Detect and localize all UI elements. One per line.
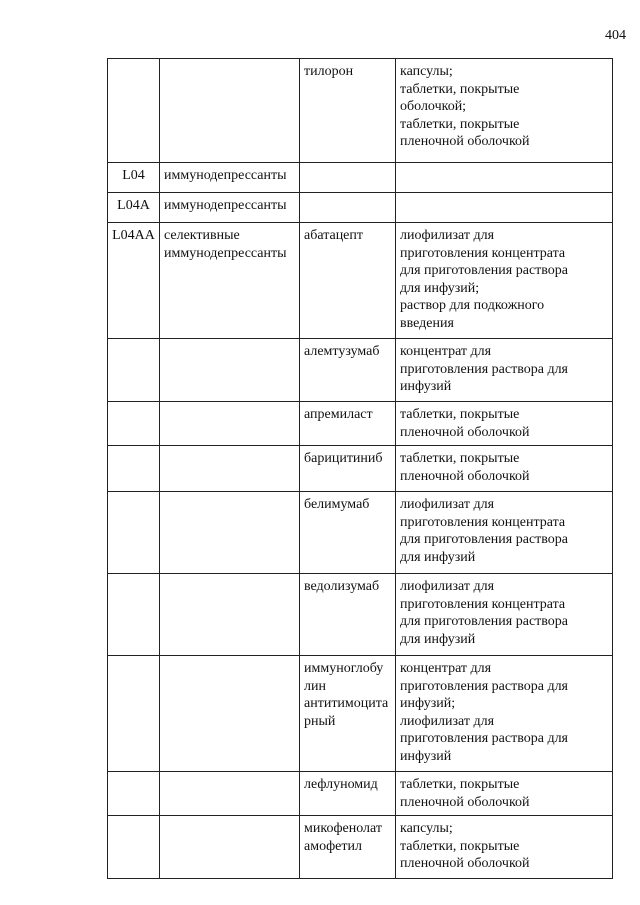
group-cell (160, 59, 300, 163)
dosage-form-line: таблетки, покрытые (400, 116, 520, 132)
dosage-form-line: лиофилизат для (400, 713, 495, 729)
page-number: 404 (605, 28, 626, 43)
dosage-form-line: приготовления раствора для (400, 361, 568, 377)
group-cell (160, 772, 300, 816)
dosage-form-line: инфузий (400, 748, 452, 764)
group-cell (160, 446, 300, 492)
dosage-form-line: для инфузий (400, 631, 476, 647)
dosage-form-cell (396, 816, 613, 879)
atc-code-cell: L04A (108, 193, 160, 223)
group-cell (160, 656, 300, 772)
dosage-form-cell (396, 492, 613, 574)
dosage-form-line: для инфузий; (400, 280, 480, 296)
dosage-form-line: пленочной оболочкой (400, 134, 530, 149)
atc-code-cell (108, 816, 160, 879)
table-row (108, 59, 613, 163)
drug-name-cell (300, 163, 396, 193)
dosage-form-cell (396, 574, 613, 656)
dosage-form-line: инфузий (400, 379, 452, 394)
dosage-form-line: оболочкой; (400, 99, 467, 114)
dosage-form-line: приготовления раствора для (400, 731, 568, 746)
dosage-form-line: пленочной оболочкой (400, 424, 530, 440)
group-cell (160, 339, 300, 402)
dosage-form-line: капсулы; (400, 821, 453, 836)
table-row (108, 402, 613, 446)
dosage-form-line: таблетки, покрытые (400, 81, 520, 97)
drug-name-cell: абатацепт (300, 223, 396, 339)
dosage-form-line: лиофилизат для (400, 579, 495, 594)
group-cell: селективные иммунодепрессанты (160, 223, 300, 339)
dosage-form-line: для приготовления раствора (400, 532, 568, 547)
dosage-form-line: приготовления раствора для (400, 678, 568, 694)
dosage-form-cell (396, 402, 613, 446)
dosage-form-cell (396, 772, 613, 816)
atc-code-cell (108, 446, 160, 492)
drug-name-cell (300, 193, 396, 223)
table-row (108, 816, 613, 879)
dosage-form-line: пленочной оболочкой (400, 794, 530, 810)
dosage-form-cell (396, 656, 613, 772)
atc-code-cell (108, 656, 160, 772)
drug-name-cell: микофенолат амофетил (300, 816, 396, 879)
atc-code-cell (108, 574, 160, 656)
dosage-form-line: лиофилизат для (400, 497, 495, 512)
dosage-form-line: лиофилизат для (400, 228, 495, 243)
atc-code-cell (108, 339, 160, 402)
dosage-form-line: для приготовления раствора (400, 614, 568, 629)
drug-name-cell: лефлуномид (300, 772, 396, 816)
dosage-form-cell (396, 446, 613, 492)
table-row (108, 656, 613, 772)
dosage-form-cell (396, 59, 613, 163)
table-row (108, 193, 613, 223)
drug-name-cell: тилорон (300, 59, 396, 163)
group-cell (160, 492, 300, 574)
dosage-form-line: концентрат для (400, 344, 492, 359)
atc-code-cell (108, 402, 160, 446)
dosage-form-line: приготовления концентрата (400, 596, 566, 612)
dosage-form-line: таблетки, покрытые (400, 407, 520, 422)
dosage-form-line: таблетки, покрытые (400, 838, 520, 854)
table-row (108, 163, 613, 193)
group-cell (160, 402, 300, 446)
dosage-form-line: таблетки, покрытые (400, 777, 520, 792)
atc-code-cell (108, 772, 160, 816)
drug-name-cell: апремиласт (300, 402, 396, 446)
dosage-form-cell (396, 339, 613, 402)
dosage-form-line: введения (400, 315, 454, 331)
group-cell (160, 574, 300, 656)
atc-code-cell (108, 59, 160, 163)
dosage-form-line: пленочной оболочкой (400, 468, 530, 484)
dosage-form-line: для инфузий (400, 549, 476, 565)
group-cell: иммунодепрессанты (160, 163, 300, 193)
table-row (108, 772, 613, 816)
table-row (108, 446, 613, 492)
dosage-form-line: концентрат для (400, 661, 492, 676)
dosage-form-line: приготовления концентрата (400, 245, 566, 261)
drug-name-cell: иммуноглобу лин антитимоцита рный (300, 656, 396, 772)
dosage-form-cell (396, 193, 613, 223)
atc-code-cell: L04AA (108, 223, 160, 339)
group-cell (160, 816, 300, 879)
dosage-form-cell (396, 223, 613, 339)
table-row (108, 574, 613, 656)
dosage-form-cell (396, 163, 613, 193)
dosage-form-line: инфузий; (400, 696, 456, 711)
drug-name-cell: барицитиниб (300, 446, 396, 492)
group-cell: иммунодепрессанты (160, 193, 300, 223)
atc-code-cell: L04 (108, 163, 160, 193)
table-row (108, 492, 613, 574)
dosage-form-line: приготовления концентрата (400, 514, 566, 530)
drug-table (107, 58, 613, 879)
table-row (108, 223, 613, 339)
dosage-form-line: пленочной оболочкой (400, 856, 530, 871)
dosage-form-line: капсулы; (400, 64, 453, 79)
drug-name-cell: белимумаб (300, 492, 396, 574)
table-row (108, 339, 613, 402)
drug-name-cell: алемтузумаб (300, 339, 396, 402)
dosage-form-line: для приготовления раствора (400, 263, 568, 278)
dosage-form-line: таблетки, покрытые (400, 451, 520, 466)
dosage-form-line: раствор для подкожного (400, 298, 545, 313)
atc-code-cell (108, 492, 160, 574)
drug-name-cell: ведолизумаб (300, 574, 396, 656)
